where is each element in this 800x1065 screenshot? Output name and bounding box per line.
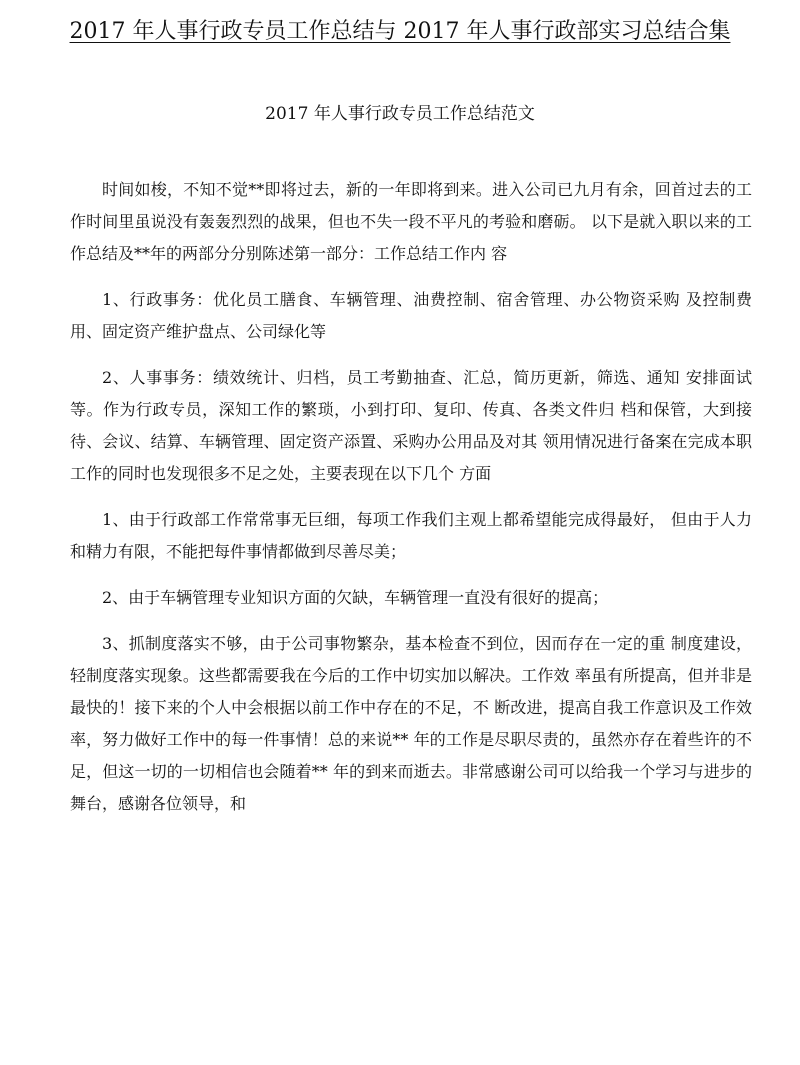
document-title: 2017 年人事行政专员工作总结与 2017 年人事行政部实习总结合集 [69,19,731,44]
paragraph-shortcoming-2: 2、由于车辆管理专业知识方面的欠缺，车辆管理一直没有很好的提高； [102,588,609,607]
document-subtitle: 2017 年人事行政专员工作总结范文 [265,104,535,124]
paragraph-shortcoming-3: 3、抓制度落实不够，由于公司事物繁杂，基本检查不到位，因而存在一定的重 制度建设，轻制度落实现象。这些都需要我在今后的工作中切实加以解决。工作效 率虽有所提高，但并非是最快的！接下来的个人中会根据以前工作中存在的不足，不 断改进，提高自我工作意识及工作效率，努力做好工作中的每一件事情！总的来说** 年的工作是尽职尽责的，虽然亦存在着些许的不足，但这一切的一切相信也会随着** 年的到来而逝去。非常感谢公司可以给我一个学习与进步的舞台，感谢各位领导，和 [70,634,752,813]
document-body [70,174,752,834]
paragraph-shortcoming-1: 1、由于行政部工作常常事无巨细，每项工作我们主观上都希望能完成得最好， 但由于人力和精力有限，不能把每件事情都做到尽善尽美； [70,510,752,561]
paragraph-intro: 时间如梭，不知不觉**即将过去，新的一年即将到来。进入公司已九月有余，回首过去的工作时间里虽说没有轰轰烈烈的战果，但也不失一段不平凡的考验和磨砺。 以下是就入职以来的工作总结及**年的两部分分别陈述第一部分：工作总结工作内 容 [70,180,752,263]
paragraph-admin-affairs: 1、行政事务：优化员工膳食、车辆管理、油费控制、宿舍管理、办公物资采购 及控制费用、固定资产维护盘点、公司绿化等 [70,290,752,341]
paragraph-hr-affairs: 2、人事事务：绩效统计、归档，员工考勤抽查、汇总，简历更新，筛选、通知 安排面试等。作为行政专员，深知工作的繁琐，小到打印、复印、传真、各类文件归 档和保管，大到接待、会议、结算、车辆管理、固定资产添置、采购办公用品及对其 领用情况进行备案在完成本职工作的同时也发现很多不足之处，主要表现在以下几个 方面 [70,368,752,483]
